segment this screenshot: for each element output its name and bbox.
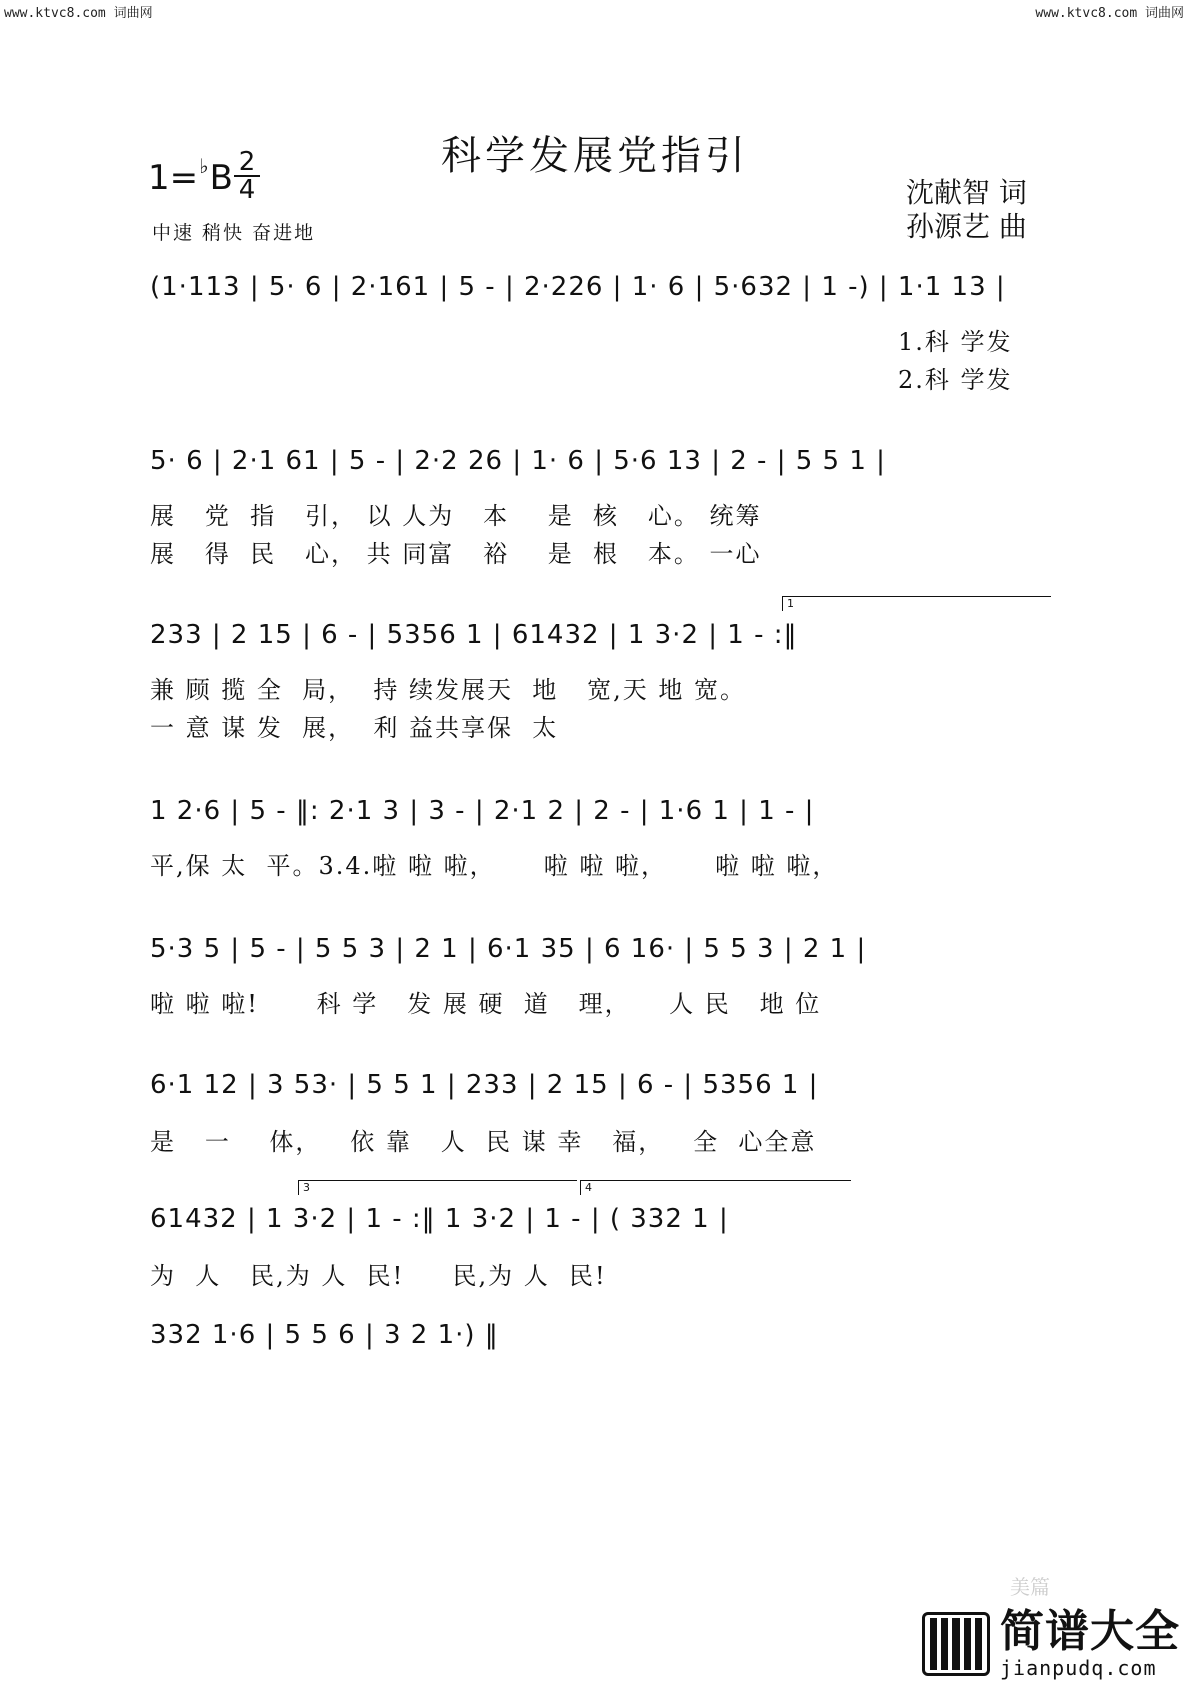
notation-row: 233 | 2 15 | 6 - | 5356 1 | 61432 | 1 3·2 | 1 - :‖ <box>150 620 798 650</box>
volta-bracket <box>580 1180 851 1195</box>
notation-row: 6·1 12 | 3 53· | 5 5 1 | 233 | 2 15 | 6 - | 5356 1 | <box>150 1070 819 1100</box>
lyric-line: 2.科 学发 <box>898 366 1013 394</box>
song-title: 科学发展党指引 <box>441 133 749 179</box>
lyric-line: 展 得 民 心， 共 同富 裕 是 根 本。 一心 <box>150 540 762 568</box>
lyric-line: 是 一 体， 依 靠 人 民 谋 幸 福， 全 心全意 <box>150 1128 817 1156</box>
lyric-line: 展 党 指 引， 以 人为 本 是 核 心。 统筹 <box>150 502 762 530</box>
lyric-line: 1.科 学发 <box>898 328 1013 356</box>
notation-row: (1·113 | 5· 6 | 2·161 | 5 - | 2·226 | 1· 6 | 5·632 | 1 -) | 1·1 13 | <box>150 272 1006 302</box>
tempo-marking: 中速 稍快 奋进地 <box>152 222 316 244</box>
meter-top: 2 <box>238 147 256 177</box>
lyric-line: 平,保 太 平。3.4.啦 啦 啦， 啦 啦 啦， 啦 啦 啦， <box>150 852 839 880</box>
lyric-line: 兼 顾 揽 全 局， 持 续发展天 地 宽,天 地 宽。 <box>150 676 747 704</box>
lyric-line: 为 人 民,为 人 民! 民,为 人 民! <box>150 1262 607 1290</box>
notation-row: 61432 | 1 3·2 | 1 - :‖ 1 3·2 | 1 - | ( 332 1 | <box>150 1204 729 1234</box>
lyricist: 沈献智 词 <box>906 176 1027 209</box>
header-left-url: www.ktvc8.com 词曲网 <box>4 6 153 21</box>
logo-text <box>1000 1608 1180 1680</box>
watermark: 美篇 <box>1010 1575 1050 1599</box>
key-note: B <box>209 158 233 198</box>
logo-url: jianpudq.com <box>1000 1656 1157 1680</box>
lyric-line: 啦 啦 啦! 科 学 发 展 硬 道 理， 人 民 地 位 <box>150 990 822 1018</box>
volta-label: 3 <box>303 1181 310 1194</box>
site-logo <box>922 1608 1180 1680</box>
header-right-url: www.ktvc8.com 词曲网 <box>1035 6 1184 21</box>
notation-row: 5·3 5 | 5 - | 5 5 3 | 2 1 | 6·1 35 | 6 16· | 5 5 3 | 2 1 | <box>150 934 867 964</box>
volta-label: 1 <box>787 597 794 610</box>
notation-row: 5· 6 | 2·1 61 | 5 - | 2·2 26 | 1· 6 | 5·6 13 | 2 - | 5 5 1 | <box>150 446 886 476</box>
volta-bracket <box>298 1180 577 1195</box>
notation-row: 1 2·6 | 5 - ‖: 2·1 3 | 3 - | 2·1 2 | 2 - | 1·6 1 | 1 - | <box>150 796 815 826</box>
composer: 孙源艺 曲 <box>906 210 1027 243</box>
piano-icon <box>922 1612 990 1676</box>
notation-row: 332 1·6 | 5 5 6 | 3 2 1·) ‖ <box>150 1320 499 1350</box>
logo-name: 简谱大全 <box>1000 1606 1180 1657</box>
meter-bottom: 4 <box>238 175 256 205</box>
volta-bracket <box>782 596 1051 611</box>
lyric-line: 一 意 谋 发 展， 利 益共享保 太 <box>150 714 559 742</box>
flat-icon: ♭ <box>199 154 209 178</box>
key-prefix: 1= <box>148 158 199 198</box>
volta-label: 4 <box>585 1181 592 1194</box>
